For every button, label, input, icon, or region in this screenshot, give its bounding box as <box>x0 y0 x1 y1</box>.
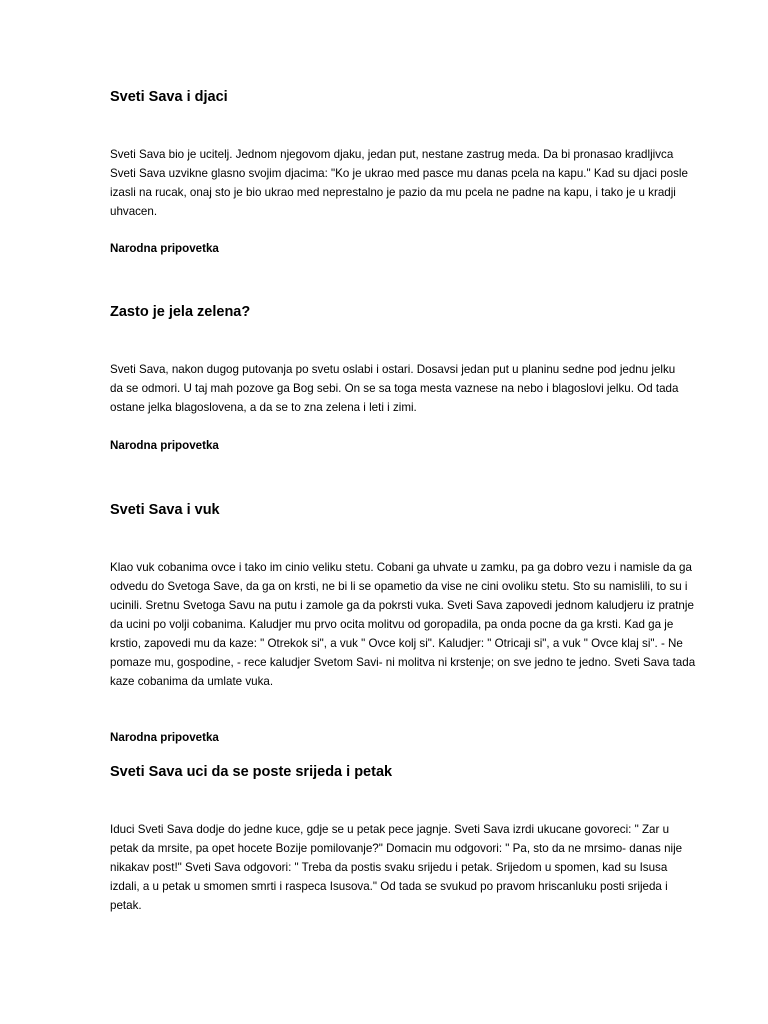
story-source: Narodna pripovetka <box>110 242 219 255</box>
story-source: Narodna pripovetka <box>110 731 219 744</box>
story-3 <box>110 500 698 760</box>
story-body: Sveti Sava bio je ucitelj. Jednom njegovom djaku, jedan put, nestane zastrug meda. Da bi pronasao kradljivca Sveti Sava uzvikne glasno svojim djacima: "Ko je ukrao med pasce mu danas pcela na kapu." Kad su djaci posle izasli na rucak, onaj sto je bio ukrao med neprestalno je pazio da mu pcela ne padne na kapu, i tako je u kradji uhvacen. <box>110 148 688 218</box>
story-title: Sveti Sava i djaci <box>110 89 228 105</box>
story-title: Sveti Sava i vuk <box>110 502 220 518</box>
story-body: Sveti Sava, nakon dugog putovanja po svetu oslabi i ostari. Dosavsi jedan put u planinu sedne pod jednu jelku da se odmori. U taj mah pozove ga Bog sebi. On se sa toga mesta vaznese na nebo i blagoslovi jelku. Od tada ostane jelka blagoslovena, a da se to zna zelena i leti i zimi. <box>110 363 679 414</box>
story-2 <box>110 302 698 462</box>
story-4 <box>110 762 698 922</box>
story-title: Zasto je jela zelena? <box>110 304 251 320</box>
story-body: Klao vuk cobanima ovce i tako im cinio veliku stetu. Cobani ga uhvate u zamku, pa ga dobro vezu i namisle da ga odvedu do Svetoga Save, da ga on krsti, ne bi li se opametio da vise ne cini ovoliku stetu. Sto su namislili, to su i ucinili. Sretnu Svetoga Savu na putu i zamole ga da pokrsti vuka. Sveti Sava zapovedi jednom kaludjeru iz pratnje da ucini po volji cobanima. Kaludjer mu prvo ocita molitvu od goropadila, pa onda pocne da ga krsti. Kad ga je krstio, zapovedi mu da kaze: " Otrekok si", a vuk " Ovce kolj si". Kaludjer: " Otricaji si", a vuk " Ovce klaj si". - Ne pomaze mu, gospodine, - rece kaludjer Svetom Savi- ni molitva ni krstenje; on sve jedno te jedno. Sveti Sava tada kaze cobanima da umlate vuka. <box>110 561 696 688</box>
story-source: Narodna pripovetka <box>110 439 219 452</box>
story-1 <box>110 87 698 267</box>
story-title: Sveti Sava uci da se poste srijeda i petak <box>110 764 393 780</box>
story-body: Iduci Sveti Sava dodje do jedne kuce, gdje se u petak pece jagnje. Sveti Sava izrdi ukucane govoreci: " Zar u petak da mrsite, pa opet hocete Bozije pomilovanje?" Domacin mu odgovori: " Pa, sto da ne mrsimo- danas nije nikakav post!" Sveti Sava odgovori: " Treba da postis svaku srijedu i petak. Srijedom u spomen, kad su Isusa izdali, a u petak u smomen smrti i raspeca Isusova." Od tada se svukud po pravom hriscanluku posti srijeda i petak. <box>110 823 683 912</box>
